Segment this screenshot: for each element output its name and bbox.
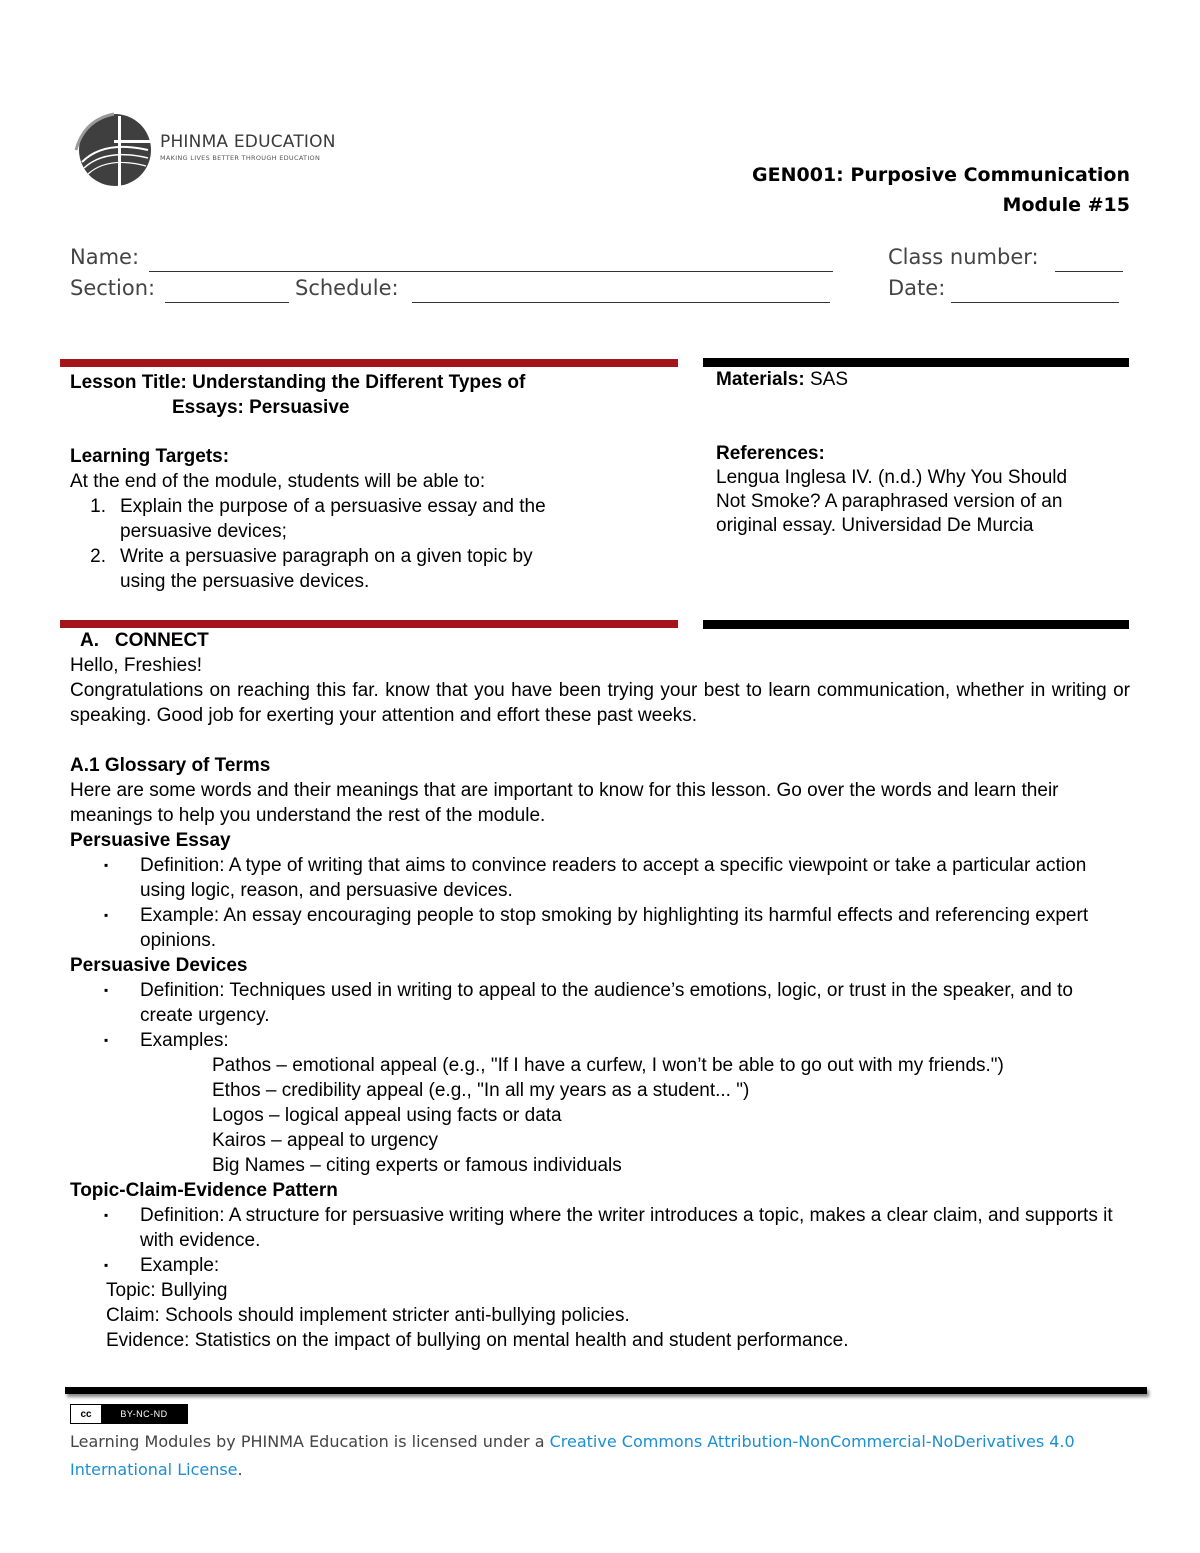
materials-box [716,368,1146,538]
brand-tagline: MAKING LIVES BETTER THROUGH EDUCATION [160,154,321,162]
lesson-bottom-bar [60,620,678,628]
bullet-icon: ▪ [104,1258,109,1272]
list-item [70,978,1130,1028]
brand-name: PHINMA EDUCATION [160,132,336,152]
bullet-icon: ▪ [104,908,109,922]
name-label: Name: [70,245,140,269]
lesson-title-line1: Understanding the Different Types of [192,372,526,393]
learning-targets-intro: At the end of the module, students will be able to: [70,471,486,492]
target-text: persuasive devices; [120,521,287,542]
term-persuasive-devices: Persuasive Devices [70,955,248,976]
target-item [70,544,670,594]
main-content [70,628,1130,1353]
glossary-intro: Here are some words and their meanings that are important to know for this lesson. Go over the words and learn their meanings to help you understand the rest of the module. [70,780,1059,826]
cc-symbol: cc [80,1408,92,1420]
glossary-heading: A.1 Glossary of Terms [70,755,271,776]
schedule-label: Schedule: [295,276,399,300]
lesson-top-bar [60,359,678,367]
lesson-title-label: Lesson Title: [70,372,187,393]
cc-license-badge[interactable] [70,1404,188,1424]
license-text [70,1428,1150,1484]
reference-line: Lengua Inglesa IV. (n.d.) Why You Should [716,467,1068,488]
device-example: Ethos – credibility appeal (e.g., "In all my years as a student... ") [212,1080,750,1101]
course-title: GEN001: Purposive Communication [752,164,1130,186]
phinma-logo [74,110,354,190]
list-item [70,1028,1130,1053]
course-header [752,160,1130,220]
references-heading: References: [716,443,825,464]
list-item [70,853,1130,903]
lesson-title [70,370,670,395]
example-text: Example: An essay encouraging people to stop smoking by highlighting its harmful effects and referencing expert opinions. [140,905,1089,951]
term-persuasive-essay: Persuasive Essay [70,830,231,851]
reference-line: Not Smoke? A paraphrased version of an [716,491,1063,512]
materials-value: SAS [809,369,849,390]
device-example: Pathos – emotional appeal (e.g., "If I have a curfew, I won’t be able to go out with my friends.") [212,1055,1004,1076]
cc-terms: BY-NC-ND [101,1405,187,1423]
device-example: Logos – logical appeal using facts or data [212,1105,562,1126]
bullet-icon: ▪ [104,858,109,872]
footer-divider [65,1387,1147,1394]
target-number: 2. [90,546,106,567]
schedule-field[interactable] [412,302,830,303]
lesson-title-line2: Essays: Persuasive [172,397,350,418]
class-number-label: Class number: [888,245,1039,269]
list-item [70,1253,1130,1278]
connect-letter: A. [80,630,99,651]
device-example: Kairos – appeal to urgency [212,1130,439,1151]
connect-paragraph: Congratulations on reaching this far. know that you have been trying your best to learn communication, whether in writing or speaking. Good job for exerting your attention and effort these past weeks. [70,680,1130,726]
cc-icon [71,1405,101,1423]
materials-label: Materials: [716,369,805,390]
section-label: Section: [70,276,156,300]
target-text: Explain the purpose of a persuasive essay and the [120,496,546,517]
side-top-bar [703,358,1129,367]
device-example: Big Names – citing experts or famous individuals [212,1155,622,1176]
module-number: Module #15 [1002,194,1130,216]
materials [716,368,1146,392]
name-field[interactable] [149,271,833,272]
bullet-icon: ▪ [104,983,109,997]
section-field[interactable] [165,302,289,303]
target-text: Write a persuasive paragraph on a given topic by [120,546,533,567]
license-prefix: Learning Modules by PHINMA Education is licensed under a [70,1432,550,1451]
target-item [70,494,670,544]
tce-claim: Claim: Schools should implement stricter anti-bullying policies. [106,1305,630,1326]
phinma-logo-icon [74,110,156,190]
examples-label: Examples: [140,1030,229,1051]
definition-text: Definition: A type of writing that aims to convince readers to accept a specific viewpoint or take a particular action using logic, reason, and persuasive devices. [140,855,1087,901]
license-link[interactable]: Creative Commons Attribution-NonCommercial-NoDerivatives 4.0 International License [70,1432,1075,1479]
license-suffix: . [237,1460,243,1479]
target-number: 1. [90,496,106,517]
connect-title: CONNECT [114,630,209,651]
target-text: using the persuasive devices. [120,571,370,592]
learning-targets-heading: Learning Targets: [70,446,230,467]
date-field[interactable] [951,302,1119,303]
tce-evidence: Evidence: Statistics on the impact of bullying on mental health and student performance. [106,1330,849,1351]
bullet-icon: ▪ [104,1033,109,1047]
reference-line: original essay. Universidad De Murcia [716,515,1034,536]
date-label: Date: [888,276,946,300]
bullet-icon: ▪ [104,1208,109,1222]
class-number-field[interactable] [1055,271,1123,272]
definition-text: Definition: A structure for persuasive writing where the writer introduces a topic, makes a clear claim, and supports it with evidence. [140,1205,1113,1251]
term-tce: Topic-Claim-Evidence Pattern [70,1180,338,1201]
lesson-box [70,370,670,594]
definition-text: Definition: Techniques used in writing to appeal to the audience’s emotions, logic, or trust in the speaker, and to create urgency. [140,980,1073,1026]
tce-topic: Topic: Bullying [106,1280,228,1301]
list-item [70,903,1130,953]
connect-heading [70,628,1130,653]
example-label: Example: [140,1255,220,1276]
greeting: Hello, Freshies! [70,655,202,676]
list-item [70,1203,1130,1253]
